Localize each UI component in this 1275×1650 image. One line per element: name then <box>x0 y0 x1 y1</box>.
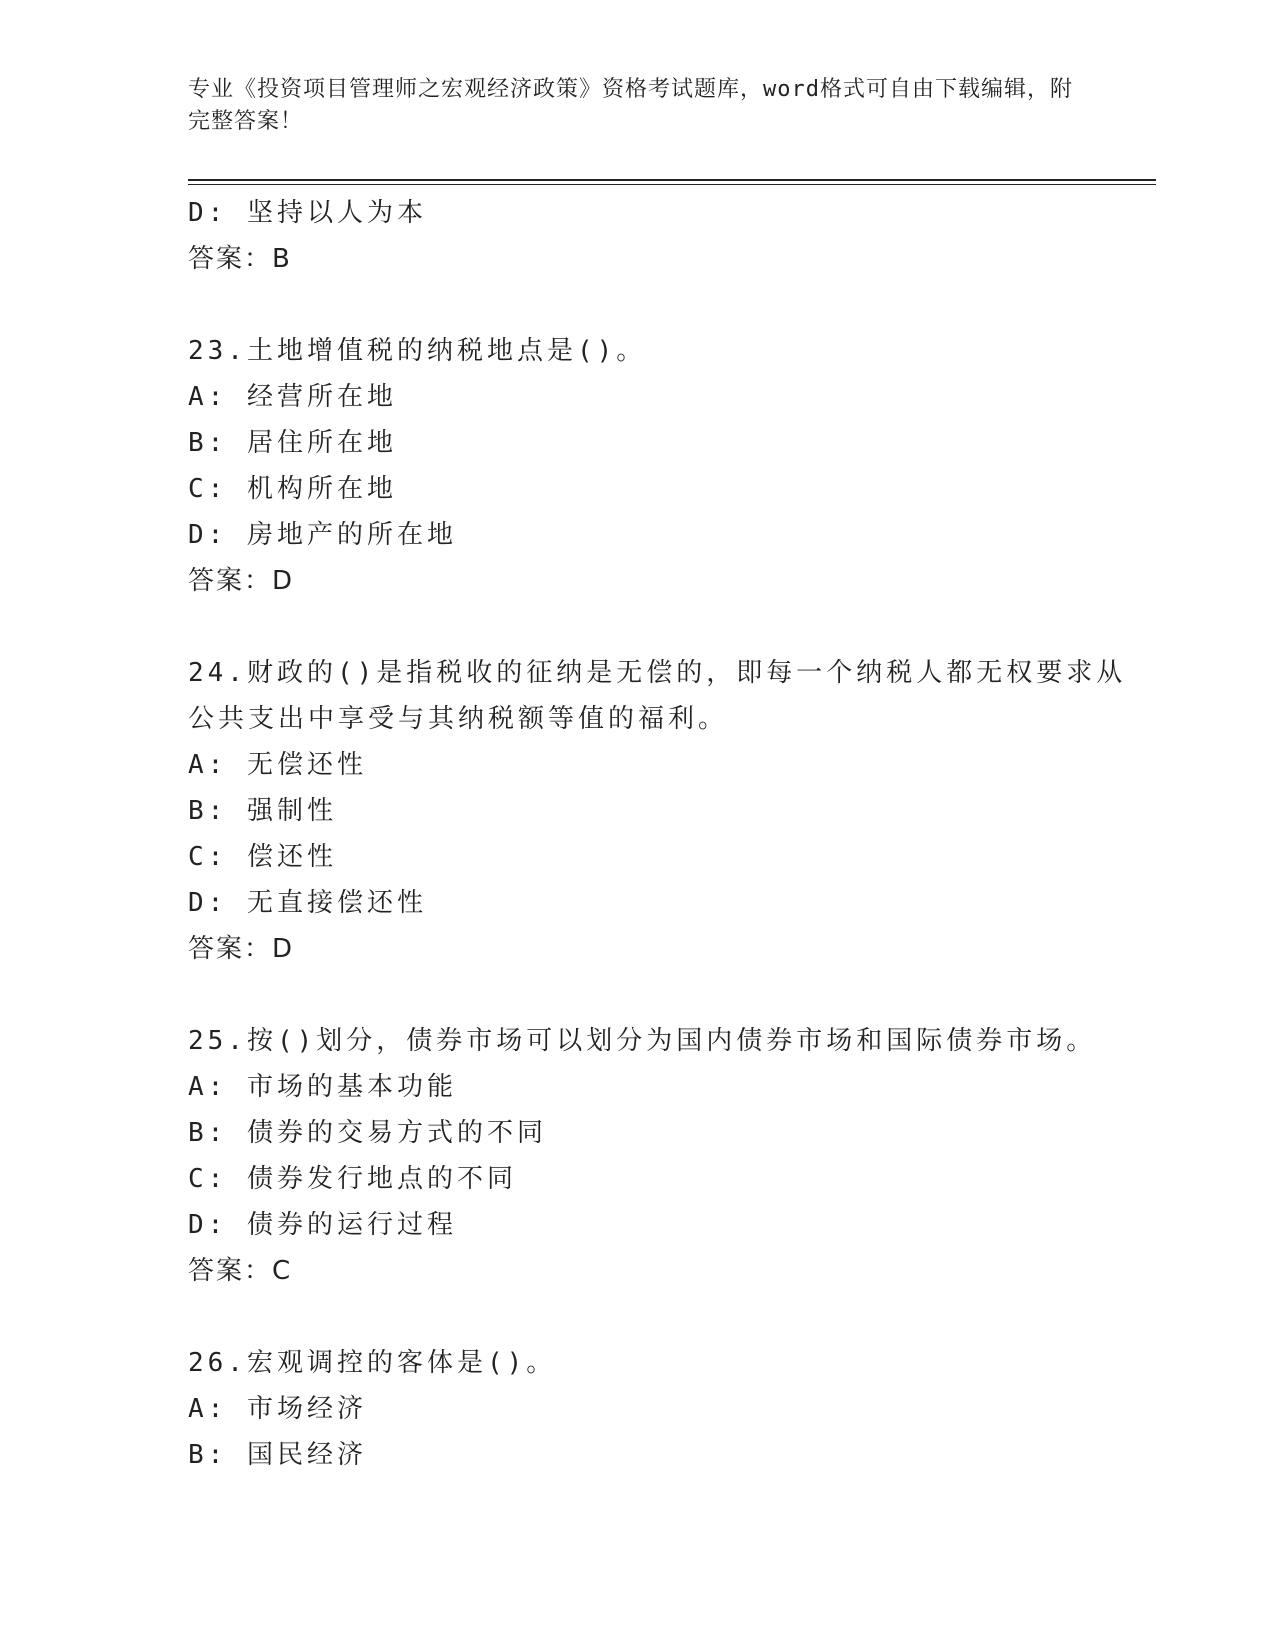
spacer <box>188 282 1088 328</box>
answer: 答案：B <box>188 244 292 274</box>
option-c: C: 偿还性 <box>188 842 337 872</box>
spacer <box>188 1294 1088 1340</box>
question-stem: 23.土地增值税的纳税地点是()。 <box>188 336 647 366</box>
answer: 答案：D <box>188 566 295 596</box>
option-a: A: 市场经济 <box>188 1394 367 1424</box>
spacer <box>188 972 1088 1018</box>
option-d: D: 债券的运行过程 <box>188 1210 457 1240</box>
option-a: A: 经营所在地 <box>188 382 397 412</box>
header-rule-thin <box>188 184 1156 185</box>
option-b: B: 居住所在地 <box>188 428 397 458</box>
option-d: D: 无直接偿还性 <box>188 888 427 918</box>
option-a: A: 无偿还性 <box>188 750 367 780</box>
question-stem: 24.财政的()是指税收的征纳是无偿的，即每一个纳税人都无权要求从 <box>188 658 1127 688</box>
option-c: C: 债券发行地点的不同 <box>188 1164 517 1194</box>
page-header: 专业《投资项目管理师之宏观经济政策》资格考试题库，word格式可自由下载编辑，附完整答案！ <box>188 77 1073 134</box>
option-b: B: 强制性 <box>188 796 337 826</box>
option-d: D: 房地产的所在地 <box>188 520 457 550</box>
question-stem: 26.宏观调控的客体是()。 <box>188 1348 557 1378</box>
option-a: A: 市场的基本功能 <box>188 1072 457 1102</box>
option-b: B: 债券的交易方式的不同 <box>188 1118 547 1148</box>
option-b: B: 国民经济 <box>188 1440 367 1470</box>
question-list <box>188 190 1127 1478</box>
spacer <box>188 604 1088 650</box>
option-c: C: 机构所在地 <box>188 474 397 504</box>
header-rule-thick <box>188 179 1156 181</box>
question-stem: 25.按()划分，债券市场可以划分为国内债券市场和国际债券市场。 <box>188 1026 1097 1056</box>
option-d: D: 坚持以人为本 <box>188 198 427 228</box>
question-stem-continued: 公共支出中享受与其纳税额等值的福利。 <box>188 704 729 734</box>
answer: 答案：D <box>188 934 295 964</box>
answer: 答案：C <box>188 1256 293 1286</box>
